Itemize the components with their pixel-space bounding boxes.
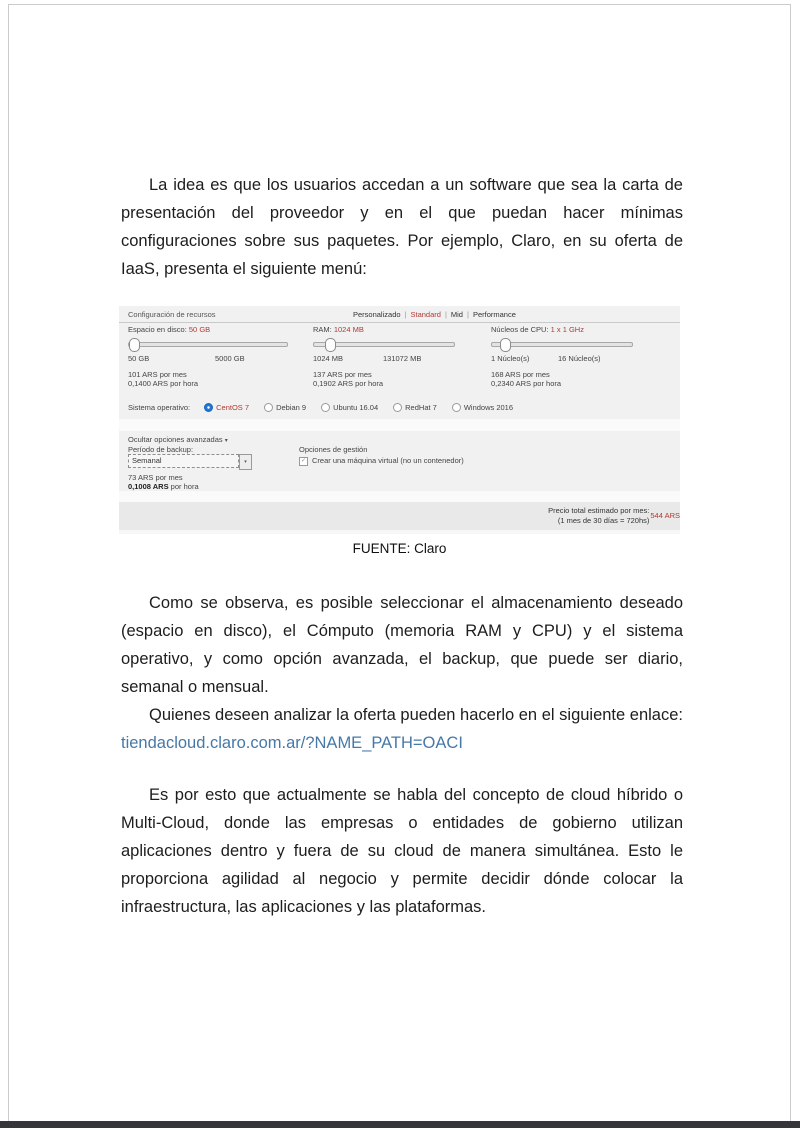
disk-prices: 101 ARS por mes 0,1400 ARS por hora	[128, 370, 199, 389]
disk-label: Espacio en disco: 50 GB	[128, 325, 211, 334]
radio-icon[interactable]	[452, 403, 461, 412]
disk-min: 50 GB	[128, 354, 150, 363]
advanced-options-toggle[interactable]: Ocultar opciones avanzadas ▾	[128, 435, 228, 444]
disk-slider[interactable]	[128, 342, 288, 347]
total-price-label: Precio total estimado por mes: (1 mes de 30 días = 720hs)	[548, 506, 650, 525]
ram-prices: 137 ARS por mes 0,1902 ARS por hora	[313, 370, 384, 389]
ram-slider-thumb[interactable]	[325, 338, 336, 352]
figure-bottom-pad	[119, 530, 680, 534]
ram-slider[interactable]	[313, 342, 455, 347]
radio-icon[interactable]	[264, 403, 273, 412]
figure-caption: FUENTE: Claro	[352, 541, 447, 556]
plan-tabs	[353, 310, 516, 319]
claro-configurator-figure	[119, 306, 680, 534]
vm-checkbox-row[interactable]	[299, 456, 464, 465]
checkbox-icon[interactable]: ✓	[300, 458, 307, 465]
total-price-value: 544 ARS	[650, 511, 680, 521]
tab-mid[interactable]: Mid	[450, 310, 463, 319]
total-price-strip	[119, 502, 680, 530]
tab-separator: |	[444, 310, 447, 319]
paragraph-intro-text: La idea es que los usuarios accedan a un software que sea la carta de presentación del proveedor y en el que puedan hacer mínimas configuraciones sobre sus paquetes. Por ejemplo, Claro, en su oferta de IaaS, presenta el siguiente menú:	[121, 176, 683, 278]
backup-period-select[interactable]: Semanal	[128, 454, 239, 468]
paragraph-multicloud-text: Es por esto que actualmente se habla del concepto de cloud híbrido o Multi-Cloud, donde las empresas o entidades de gobierno utilizan aplicaciones dentro y fuera de su cloud de manera simultánea. Esto le proporciona agilidad al negocio y permite decidir dónde colocar la infraestructura, las aplicaciones y las plataformas.	[121, 786, 683, 916]
cpu-max: 16 Núcleo(s)	[558, 354, 601, 363]
cpu-value: 1 x 1 GHz	[550, 325, 584, 334]
tab-separator: |	[404, 310, 407, 319]
cpu-slider-thumb[interactable]	[500, 338, 511, 352]
radio-selected-icon[interactable]	[204, 403, 213, 412]
disk-range	[128, 354, 296, 363]
ram-range	[313, 354, 463, 363]
document-page	[8, 4, 791, 1123]
chevron-down-icon: ▾	[224, 438, 228, 444]
os-option-windows2016[interactable]: Windows 2016	[452, 403, 513, 412]
tab-separator: |	[466, 310, 469, 319]
paragraph-observa	[121, 589, 683, 757]
cpu-prices: 168 ARS por mes 0,2340 ARS por hora	[491, 370, 562, 389]
ram-min: 1024 MB	[313, 354, 344, 363]
os-option-ubuntu1604[interactable]: Ubuntu 16.04	[321, 403, 378, 412]
cpu-column	[491, 325, 641, 389]
tab-personalizado[interactable]: Personalizado	[353, 310, 401, 319]
backup-dropdown-button[interactable]	[239, 454, 252, 470]
radio-icon[interactable]	[321, 403, 330, 412]
os-option-redhat7[interactable]: RedHat 7	[393, 403, 437, 412]
tiendacloud-link[interactable]: tiendacloud.claro.com.ar/?NAME_PATH=OACI	[121, 734, 463, 752]
tab-performance[interactable]: Performance	[472, 310, 516, 319]
management-options-title: Opciones de gestión	[299, 445, 368, 454]
management-options	[299, 445, 464, 466]
cpu-label: Núcleos de CPU: 1 x 1 GHz	[491, 325, 584, 334]
cpu-min: 1 Núcleo(s)	[491, 354, 530, 363]
vm-checkbox-label: Crear una máquina virtual (no un contenedor)	[312, 456, 464, 466]
configurator-title: Configuración de recursos	[128, 310, 216, 319]
ram-column	[313, 325, 463, 389]
os-option-debian9[interactable]: Debian 9	[264, 403, 306, 412]
backup-price-hour-bold: 0,1008 ARS	[128, 482, 169, 492]
ram-value: 1024 MB	[333, 325, 364, 334]
disk-column	[128, 325, 296, 389]
section-gap	[119, 419, 680, 431]
backup-prices: 73 ARS por mes 0,1008 ARS por hora	[128, 473, 199, 492]
paragraph-multicloud	[121, 781, 683, 921]
paragraph-observa-text: Como se observa, es posible seleccionar el almacenamiento deseado (espacio en disco), el Cómputo (memoria RAM y CPU) y el sistema operativo, y como opción avanzada, el backup, que puede ser diario, semanal o mensual.	[121, 594, 683, 696]
dropdown-arrow-icon: ▾	[244, 458, 247, 465]
backup-period-label: Período de backup:	[128, 445, 194, 454]
os-option-centos7[interactable]: CentOS 7	[204, 403, 249, 412]
disk-slider-thumb[interactable]	[129, 338, 140, 352]
section-gap	[119, 491, 680, 502]
paragraph-enlace: Quienes deseen analizar la oferta pueden hacerlo en el siguiente enlace: tiendacloud.claro.com.ar/?NAME_PATH=OACI	[121, 706, 683, 752]
radio-icon[interactable]	[393, 403, 402, 412]
tab-standard[interactable]: Standard	[410, 310, 441, 319]
cpu-range	[491, 354, 641, 363]
ram-max: 131072 MB	[383, 354, 422, 363]
page-bottom-bar	[0, 1121, 800, 1128]
os-row	[128, 403, 528, 412]
header-divider	[119, 322, 680, 323]
cpu-slider[interactable]	[491, 342, 633, 347]
disk-max: 5000 GB	[215, 354, 245, 363]
ram-label: RAM: 1024 MB	[313, 325, 364, 334]
os-label: Sistema operativo:	[128, 403, 191, 412]
paragraph-intro	[121, 171, 683, 283]
disk-value: 50 GB	[188, 325, 211, 334]
